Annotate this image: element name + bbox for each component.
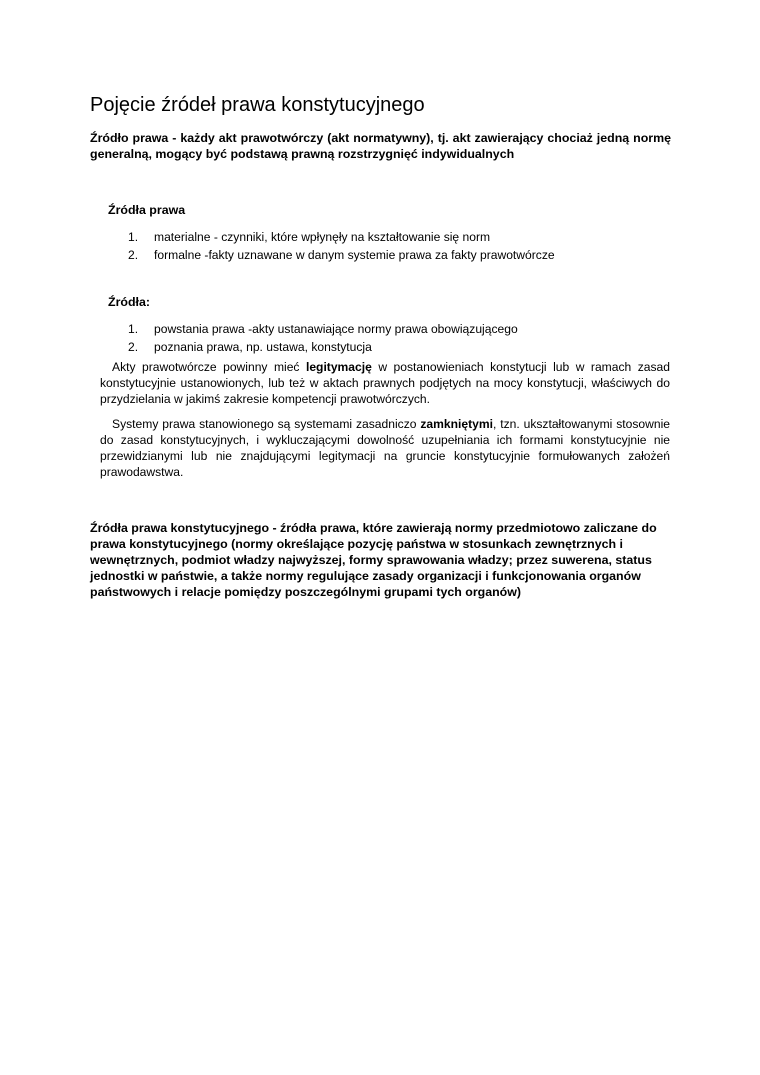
constitutional-law-sources-definition: Źródła prawa konstytucyjnego - źródła prawa, które zawierają normy przedmiotowo zaliczane do prawa konstytucyjnego (normy określające pozycję państwa w stosunkach zewnętrznych i wewnętrznych, podmiot władzy najwyższej, formy sprawowania władzy; przez suwerena, status jednostki w państwie, a także normy regulujące zasady organizacji i funkcjonowania organów państwowych i relacje pomiędzy poszczególnymi grupami tych organów) — [90, 521, 657, 599]
legitimacy-paragraph — [100, 359, 670, 407]
source-of-law-definition: Źródło prawa - każdy akt prawotwórczy (akt normatywny), tj. akt zawierający chociaż jedną normę generalną, mogący być podstawą prawną rozstrzygnięć indywidualnych — [90, 131, 671, 161]
list-item-text: powstania prawa -akty ustanawiające normy prawa obowiązującego — [154, 322, 518, 336]
list-item-text: poznania prawa, np. ustawa, konstytucja — [154, 340, 372, 354]
paragraph-text: , tzn. ukształtowanymi stosownie do zasad konstytucyjnych, i wykluczającymi dowolność uzupełniania ich formami konstytucyjnie nie przewidzianymi lub nie znajdującymi legitymacji na gruncie konstytucyjnie formułowanych założeń prawodawstwa. — [100, 417, 670, 479]
list-item — [128, 320, 518, 338]
list-item — [128, 246, 555, 264]
list-item-text: materialne - czynniki, które wpłynęły na kształtowanie się norm — [154, 230, 491, 244]
sources-heading: Źródła: — [108, 295, 150, 309]
sources-list — [128, 320, 518, 356]
list-item-number: 1. — [128, 230, 139, 244]
list-item-number: 2. — [128, 340, 139, 354]
sources-of-law-list — [128, 228, 555, 264]
paragraph-text: Systemy prawa stanowionego są systemami zasadniczo — [112, 417, 421, 431]
bold-term-legitimacy: legitymację — [305, 360, 372, 374]
list-item-number: 2. — [128, 248, 139, 262]
paragraph-text: Akty prawotwórcze powinny mieć — [112, 360, 306, 374]
list-item — [128, 338, 518, 356]
list-item — [128, 228, 555, 246]
paragraph-text: w postanowieniach konstytucji lub w ramach zasad konstytucyjnie ustanowionych, lub też w aktach prawnych podjętych na mocy konstytucji, właściwych do przydzielania w jakimś zakresie kompetencji prawotwórczych. — [100, 360, 670, 406]
list-item-text: formalne -fakty uznawane w danym systemie prawa za fakty prawotwórcze — [154, 248, 555, 262]
bold-term-closed: zamkniętymi — [420, 417, 493, 431]
document-title: Pojęcie źródeł prawa konstytucyjnego — [90, 94, 425, 116]
list-item-number: 1. — [128, 322, 139, 336]
sources-of-law-heading: Źródła prawa — [108, 203, 186, 217]
closed-systems-paragraph — [100, 416, 670, 480]
